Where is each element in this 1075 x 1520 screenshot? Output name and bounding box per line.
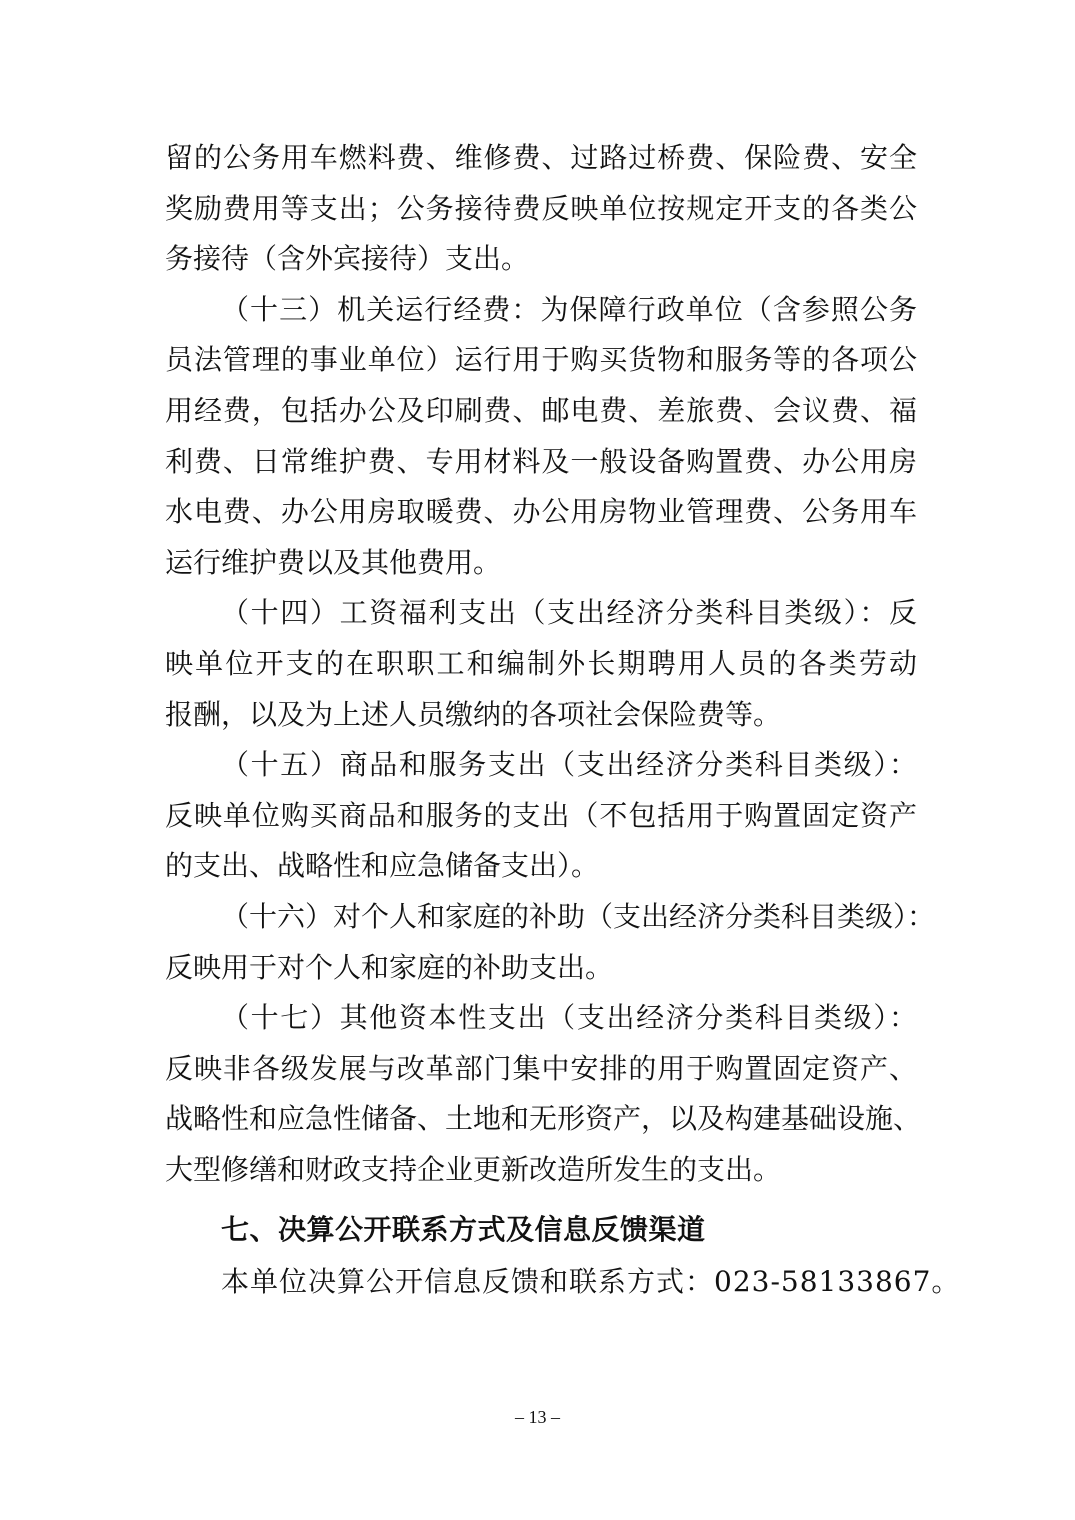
document-body [165, 133, 961, 1308]
text-line: 的支出、战略性和应急储备支出）。 [165, 849, 600, 883]
text-line: 利费、日常维护费、专用材料及一般设备购置费、办公用房 [165, 444, 917, 478]
paragraph-item-15 [165, 740, 917, 892]
section-heading: 七、决算公开联系方式及信息反馈渠道 [221, 1213, 706, 1247]
text-line: （十三）机关运行经费：为保障行政单位（含参照公务 [221, 292, 917, 326]
text-line: （十七）其他资本性支出（支出经济分类科目类级）： [221, 1001, 917, 1035]
text-line: 反映非各级发展与改革部门集中安排的用于购置固定资产、 [165, 1051, 917, 1085]
text-line: 大型修缮和财政支持企业更新改造所发生的支出。 [165, 1152, 782, 1186]
page-number: – 13 – [515, 1407, 560, 1427]
text-line: 用经费，包括办公及印刷费、邮电费、差旅费、会议费、福 [165, 393, 917, 427]
text-line: 映单位开支的在职职工和编制外长期聘用人员的各类劳动 [165, 646, 917, 680]
text-line: 留的公务用车燃料费、维修费、过路过桥费、保险费、安全 [165, 141, 917, 174]
text-line: 员法管理的事业单位）运行用于购买货物和服务等的各项公 [165, 343, 917, 377]
paragraph-public-vehicle-reception [165, 133, 917, 285]
paragraph-item-13 [165, 285, 917, 589]
contact-info: 本单位决算公开信息反馈和联系方式：023-58133867。 [221, 1265, 961, 1299]
text-line: （十六）对个人和家庭的补助（支出经济分类科目类级）： [221, 899, 936, 933]
paragraph-item-16 [165, 892, 936, 993]
text-line: 战略性和应急性储备、土地和无形资产，以及构建基础设施、 [165, 1102, 922, 1136]
text-line: 报酬，以及为上述人员缴纳的各项社会保险费等。 [165, 697, 782, 731]
text-line: （十五）商品和服务支出（支出经济分类科目类级）： [221, 748, 917, 782]
text-line: （十四）工资福利支出（支出经济分类科目类级）：反 [221, 596, 917, 630]
text-line: 务接待（含外宾接待）支出。 [165, 242, 530, 276]
text-line: 奖励费用等支出；公务接待费反映单位按规定开支的各类公 [165, 191, 917, 225]
paragraph-item-17 [165, 993, 922, 1195]
text-line: 水电费、办公用房取暖费、办公用房物业管理费、公务用车 [165, 495, 917, 529]
text-line: 运行维护费以及其他费用。 [165, 545, 502, 579]
text-line: 反映单位购买商品和服务的支出（不包括用于购置固定资产 [165, 798, 917, 832]
text-line: 反映用于对个人和家庭的补助支出。 [165, 950, 614, 984]
paragraph-item-14 [165, 588, 917, 740]
